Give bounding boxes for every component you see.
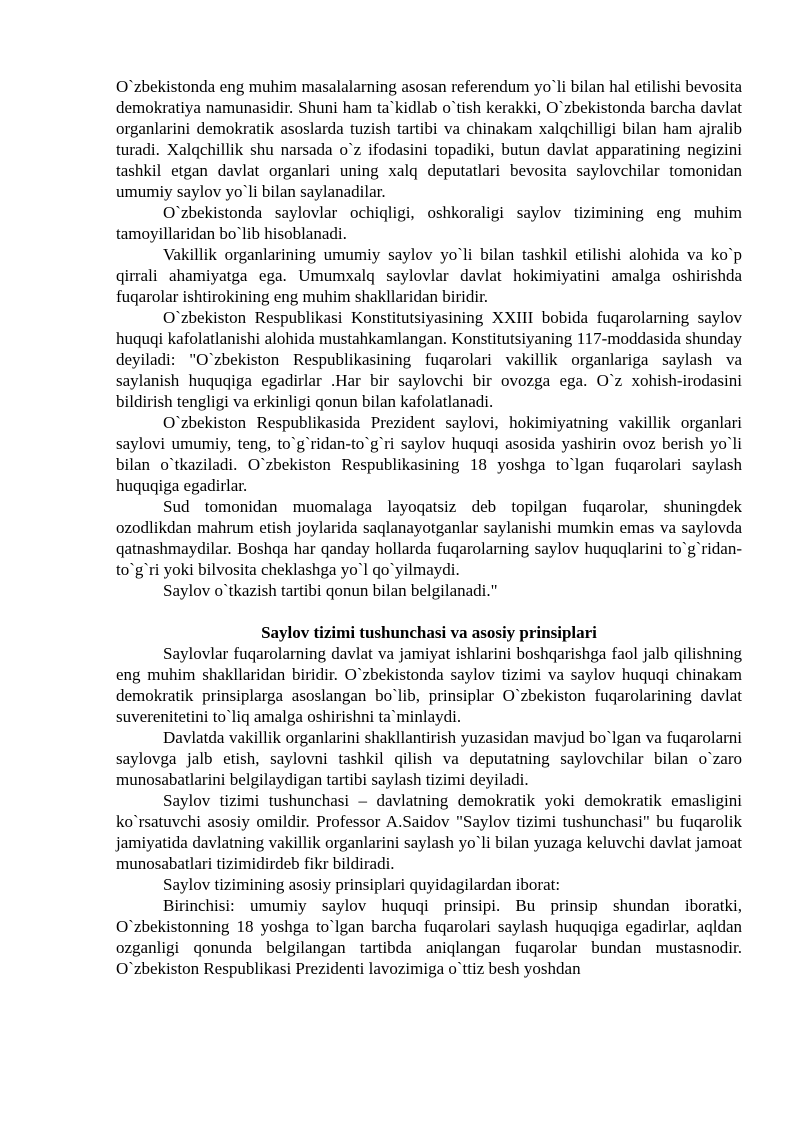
paragraph-principles-intro: Saylov tizimining asosiy prinsiplari quyidagilardan iborat: <box>163 875 561 894</box>
paragraph-election-openness: O`zbekistonda saylovlar ochiqligi, oshkoraligi saylov tizimining eng muhim tamoyillaridan bo`lib hisoblanadi. <box>116 203 742 243</box>
paragraph-saidov-quote: Saylov tizimi tushunchasi – davlatning demokratik yoki demokratik emasligini ko`rsatuvchi asosiy omildir. Professor A.Saidov "Saylov tizimi tushunchasi" bu fuqarolik jamiyatida davlatning vakillik organlarini saylash yo`li bilan yuzaga keluvchi davlat jamoat munosabatlari tizimidirdeb fikr bildiradi. <box>116 791 742 873</box>
paragraph-elections-participation: Saylovlar fuqarolarning davlat va jamiyat ishlarini boshqarishga faol jalb qilishning eng muhim shakllaridan biridir. O`zbekistonda saylov tizimi va saylov huquqi chinakam demokratik prinsiplarga asoslangan bo`lib, prinsiplar O`zbekiston fuqarolarining davlat suverenitetini to`liq amalga oshirishni ta`minlaydi. <box>116 644 742 726</box>
paragraph-election-procedure: Saylov o`tkazish tartibi qonun bilan belgilanadi." <box>163 581 498 600</box>
paragraph-president-election: O`zbekiston Respublikasida Prezident saylovi, hokimiyatning vakillik organlari saylovi umumiy, teng, to`g`ridan-to`g`ri saylov huquqi asosida yashirin ovoz berish yo`li bilan o`tkaziladi. O`zbekiston Respublikasining 18 yoshga to`lgan fuqarolari saylash huquqiga egadirlar. <box>116 413 742 495</box>
section-spacer <box>116 601 742 622</box>
paragraph-representative-bodies: Vakillik organlarining umumiy saylov yo`li bilan tashkil etilishi alohida va ko`p qirrali ahamiyatga ega. Umumxalq saylovlar davlat hokimiyatini amalga oshirishda fuqarolar ishtirokining eng muhim shakllaridan biridir. <box>116 245 742 306</box>
paragraph-electoral-system-definition: Davlatda vakillik organlarini shakllantirish yuzasidan mavjud bo`lgan va fuqarolarni saylovga jalb etish, saylovni tashkil qilish va deputatning saylovchilar bilan o`zaro munosabatlarini belgilaydigan tartibi saylash tizimi deyiladi. <box>116 728 742 789</box>
document-page <box>116 76 742 979</box>
paragraph-constitution-xxiii: O`zbekiston Respublikasi Konstitutsiyasining XXIII bobida fuqarolarning saylov huquqi kafolatlanishi alohida mustahkamlangan. Konstitutsiyaning 117-moddasida shunday deyiladi: "O`zbekiston Respublikasining fuqarolari vakillik organlariga saylash va saylanish huquqiga egadirlar .Har bir saylovchi bir ovozga ega. O`z xohish-irodasini bildirish tengligi va erkinligi qonun bilan kafolatlanadi. <box>116 308 742 411</box>
paragraph-universal-suffrage: Birinchisi: umumiy saylov huquqi prinsipi. Bu prinsip shundan iboratki, O`zbekistonning 18 yoshga to`lgan barcha fuqarolari saylash huquqiga egadirlar, aqldan ozganligi qonunda belgilangan tartibda aniqlangan fuqarolar bundan mustasnodir. O`zbekiston Respublikasi Prezidenti lavozimiga o`ttiz besh yoshdan <box>116 896 742 978</box>
paragraph-referendum: O`zbekistonda eng muhim masalalarning asosan referendum yo`li bilan hal etilishi bevosita demokratiya namunasidir. Shuni ham ta`kidlab o`tish kerakki, O`zbekistonda barcha davlat organlarini demokratik asoslarda tuzish tartibi va chinakam xalqchilligi bilan ham ajralib turadi. Xalqchillik shu narsada o`z ifodasini topadiki, butun davlat apparatining negizini tashkil etgan davlat organlari uning xalq deputatlari bevosita saylovchilar tomonidan umumiy saylov yo`li bilan saylanadilar. <box>116 77 742 201</box>
section-heading: Saylov tizimi tushunchasi va asosiy prinsiplari <box>261 623 597 642</box>
paragraph-court-restrictions: Sud tomonidan muomalaga layoqatsiz deb topilgan fuqarolar, shuningdek ozodlikdan mahrum etish joylarida saqlanayotganlar saylanishi mumkin emas va saylovda qatnashmaydilar. Boshqa har qanday hollarda fuqarolarning saylov huquqlarini to`g`ridan-to`g`ri yoki bilvosita cheklashga yo`l qo`yilmaydi. <box>116 497 742 579</box>
